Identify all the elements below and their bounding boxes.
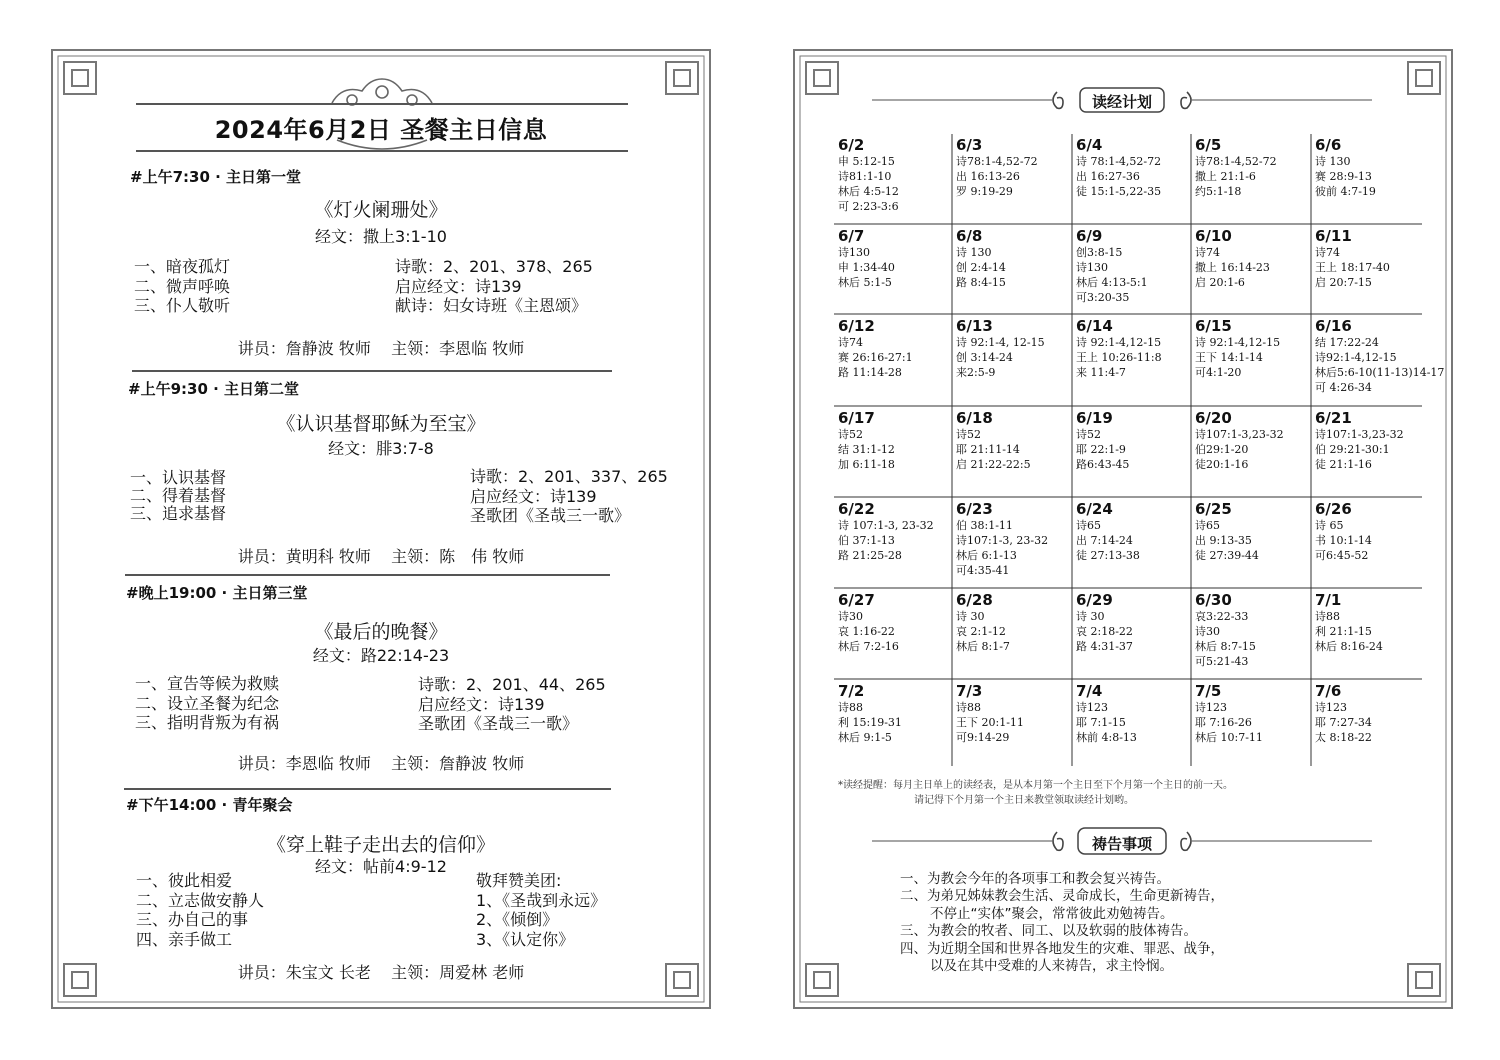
reading-reference: 诗52 <box>1076 428 1101 441</box>
reading-reference: 申 5:12-15 <box>838 155 895 168</box>
service-2-header: #上午9:30 · 主日第二堂 <box>128 380 300 398</box>
reading-date: 6/7 <box>838 227 865 245</box>
reading-reference: 诗130 <box>838 246 870 259</box>
reading-reference: 徒20:1-16 <box>1195 458 1249 471</box>
reading-reference: 来 11:4-7 <box>1076 366 1126 379</box>
outline-point: 一、暗夜孤灯 <box>134 257 231 276</box>
outline-point: 二、设立圣餐为纪念 <box>135 693 280 713</box>
reading-date: 6/2 <box>838 136 865 154</box>
reading-reference: 赛 26:16-27:1 <box>838 351 913 364</box>
reading-reference: 王上 18:17-40 <box>1315 261 1390 274</box>
reading-reference: 诗 92:1-4,12-15 <box>1076 336 1162 349</box>
music-line: 诗歌：2、201、378、265 <box>395 257 593 276</box>
reading-date: 6/13 <box>956 317 993 335</box>
outline-point: 一、彼此相爱 <box>136 871 233 890</box>
reading-plan-cell <box>838 409 895 472</box>
reading-reference: 可4:35-41 <box>956 564 1010 577</box>
reading-date: 7/4 <box>1076 682 1103 700</box>
reading-reference: 林后 6:1-13 <box>956 549 1017 562</box>
divider <box>132 370 612 372</box>
service-1-points <box>134 257 230 316</box>
reading-plan-cell <box>1076 136 1161 199</box>
reading-date: 6/18 <box>956 409 993 427</box>
reading-reference: 利 21:1-15 <box>1315 625 1372 638</box>
reading-date: 6/20 <box>1195 409 1232 427</box>
outline-point: 四、亲手做工 <box>136 929 233 949</box>
service-3-scripture: 经文：路22:14-23 <box>312 646 450 665</box>
reading-plan-cell <box>1076 227 1148 305</box>
reading-reference: 可6:45-52 <box>1315 549 1369 562</box>
music-line: 启应经文：诗139 <box>418 694 545 714</box>
right-page <box>792 48 1454 1010</box>
reading-reference: 诗130 <box>1076 261 1108 274</box>
reading-reference: 林前 4:8-13 <box>1076 731 1137 744</box>
reading-date: 6/4 <box>1076 136 1103 154</box>
outline-point: 三、追求基督 <box>130 504 227 523</box>
outline-point: 二、得着基督 <box>130 486 227 505</box>
reading-reference: 诗74 <box>1195 246 1220 259</box>
reading-reference: 可3:20-35 <box>1076 291 1130 304</box>
reading-reference: 诗 130 <box>1315 155 1351 168</box>
reading-reference: 创 2:4-14 <box>956 261 1006 274</box>
reading-reference: 书 10:1-14 <box>1315 534 1372 547</box>
music-line: 启应经文：诗139 <box>395 276 522 296</box>
reading-reference: 林后 4:13-5:1 <box>1076 276 1148 289</box>
reading-reference: 彼前 4:7-19 <box>1315 185 1376 198</box>
reading-reference: 诗123 <box>1195 701 1227 714</box>
reading-reference: 申 1:34-40 <box>838 261 895 274</box>
prayer-item: 三、为教会的牧者、同工、以及软弱的肢体祷告。 <box>900 923 1197 940</box>
reading-date: 6/17 <box>838 409 875 427</box>
reading-date: 6/16 <box>1315 317 1352 335</box>
reading-plan-cell <box>1076 500 1140 563</box>
service-3-sermon-title: 《最后的晚餐》 <box>314 621 448 643</box>
reading-date: 6/21 <box>1315 409 1352 427</box>
reading-reference: 耶 22:1-9 <box>1076 443 1126 456</box>
reading-date: 7/1 <box>1315 591 1342 609</box>
outline-point: 一、认识基督 <box>130 468 227 487</box>
service-4-sermon-title: 《穿上鞋子走出去的信仰》 <box>266 834 495 856</box>
reading-reference: 哀 1:16-22 <box>838 625 895 638</box>
reading-date: 6/29 <box>1076 591 1113 609</box>
music-line: 圣歌团《圣哉三一歌》 <box>418 714 579 733</box>
reading-plan-cell <box>1076 682 1137 745</box>
reading-plan-cell <box>1195 500 1259 563</box>
reading-reference: 耶 21:11-14 <box>956 443 1020 456</box>
reading-date: 6/25 <box>1195 500 1232 518</box>
reading-reference: 结 17:22-24 <box>1315 336 1379 349</box>
service-4-speakers: 讲员：朱宝文 长老 主领：周爱林 老师 <box>237 963 525 982</box>
music-line: 献诗：妇女诗班《主恩颂》 <box>395 296 588 315</box>
reading-plan-cell <box>1195 227 1270 290</box>
reading-plan-cell <box>956 500 1048 578</box>
service-3-music <box>418 675 606 734</box>
reading-date: 6/19 <box>1076 409 1113 427</box>
reading-reference: 伯 37:1-13 <box>838 534 895 547</box>
reading-reference: 徒 15:1-5,22-35 <box>1076 185 1162 198</box>
reading-reference: 林后 5:1-5 <box>838 276 892 289</box>
reading-reference: 太 8:18-22 <box>1315 731 1372 744</box>
reading-reference: 来2:5-9 <box>956 366 996 379</box>
reading-reference: 林后 9:1-5 <box>838 731 892 744</box>
outline-point: 二、立志做安静人 <box>136 890 265 910</box>
service-1-music <box>395 257 593 316</box>
prayer-item: 二、为弟兄姊妹教会生活、灵命成长，生命更新祷告， <box>900 888 1224 905</box>
reading-plan-cell <box>1315 227 1390 290</box>
reading-reference: 诗88 <box>956 701 981 714</box>
reading-reference: 利 15:19-31 <box>838 716 902 729</box>
reading-reference: 出 9:13-35 <box>1195 534 1252 547</box>
reading-reference: 诗65 <box>1076 519 1101 532</box>
music-line: 2、《倾倒》 <box>476 910 559 929</box>
reading-plan-cell <box>1195 317 1280 380</box>
service-2-points <box>130 469 226 523</box>
reading-plan-cell <box>956 317 1045 380</box>
reading-reference: 伯 29:21-30:1 <box>1315 443 1390 456</box>
service-1-header: #上午7:30 · 主日第一堂 <box>130 168 302 186</box>
reading-plan-cell <box>1195 136 1277 199</box>
reading-reference: 诗 92:1-4, 12-15 <box>956 336 1045 349</box>
reading-reference: 诗107:1-3,23-32 <box>1315 428 1404 441</box>
reading-reference: 启 20:7-15 <box>1315 276 1372 289</box>
outline-point: 二、微声呼唤 <box>134 276 231 296</box>
reading-date: 7/3 <box>956 682 983 700</box>
reading-reference: 王下 14:1-14 <box>1195 351 1263 364</box>
reading-plan-cell <box>1315 500 1372 563</box>
reading-reference: 徒 27:39-44 <box>1195 549 1259 562</box>
reading-reference: 诗 130 <box>956 246 992 259</box>
service-4-music <box>476 871 606 949</box>
reading-plan-cell <box>956 682 1024 745</box>
reading-date: 6/28 <box>956 591 993 609</box>
reading-plan-cell <box>838 227 895 290</box>
music-line: 诗歌：2、201、337、265 <box>470 467 668 486</box>
reading-reference: 哀3:22-33 <box>1195 610 1249 623</box>
service-3-speakers: 讲员：李恩临 牧师 主领：詹静波 牧师 <box>237 754 525 773</box>
service-1-sermon-title: 《灯火阑珊处》 <box>314 199 448 221</box>
reading-plan-cell <box>956 591 1010 654</box>
reading-reference: 路 11:14-28 <box>838 366 902 379</box>
reading-date: 6/26 <box>1315 500 1352 518</box>
reading-plan-cell <box>1315 591 1383 654</box>
reading-reference: 诗107:1-3,23-32 <box>1195 428 1284 441</box>
reading-date: 6/5 <box>1195 136 1222 154</box>
service-4-scripture: 经文：帖前4:9-12 <box>315 857 447 876</box>
reading-plan-cell <box>1076 591 1133 654</box>
reading-plan-cell <box>956 227 1006 290</box>
reading-plan-cell <box>1195 591 1256 669</box>
reading-date: 6/11 <box>1315 227 1352 245</box>
reading-reference: 诗78:1-4,52-72 <box>1195 155 1277 168</box>
reading-reference: 耶 7:27-34 <box>1315 716 1372 729</box>
reading-date: 6/3 <box>956 136 983 154</box>
reading-reference: 徒 27:13-38 <box>1076 549 1140 562</box>
reading-plan-cell <box>1195 409 1284 472</box>
reading-reference: 诗 92:1-4,12-15 <box>1195 336 1281 349</box>
reading-plan-cell <box>838 136 899 214</box>
reading-reference: 出 16:13-26 <box>956 170 1020 183</box>
reading-reference: 可 4:26-34 <box>1315 381 1372 394</box>
reading-plan-cell <box>1315 682 1372 745</box>
prayer-title: 祷告事项 <box>1091 835 1152 853</box>
reading-reference: 诗123 <box>1076 701 1108 714</box>
reading-reference: 诗 107:1-3, 23-32 <box>838 519 934 532</box>
reading-reference: 诗65 <box>1195 519 1220 532</box>
prayer-item: 四、为近期全国和世界各地发生的灾难、罪恶、战争， <box>900 940 1224 957</box>
reading-reference: 林后 8:1-7 <box>956 640 1010 653</box>
service-3-header: #晚上19:00 · 主日第三堂 <box>126 584 308 602</box>
reading-reference: 诗107:1-3, 23-32 <box>956 534 1049 547</box>
service-2-scripture: 经文：腓3:7-8 <box>328 439 434 458</box>
reading-reference: 诗78:1-4,52-72 <box>956 155 1038 168</box>
outline-point: 三、仆人敬听 <box>134 296 231 315</box>
reading-reference: 耶 7:16-26 <box>1195 716 1252 729</box>
reading-plan-cell <box>1315 409 1404 472</box>
reading-reference: 哀 2:1-12 <box>956 625 1006 638</box>
reading-reference: 诗52 <box>838 428 863 441</box>
reading-reference: 诗52 <box>956 428 981 441</box>
left-page <box>50 48 712 1010</box>
music-line: 1、《圣哉到永远》 <box>476 890 607 910</box>
reading-date: 6/12 <box>838 317 875 335</box>
reading-plan-cell <box>1195 682 1263 745</box>
reading-plan-cell <box>838 591 899 654</box>
service-2-sermon-title: 《认识基督耶稣为至宝》 <box>276 413 486 435</box>
reading-reference: 林后5:6-10(11-13)14-17 <box>1315 366 1445 379</box>
reading-date: 6/9 <box>1076 227 1103 245</box>
reading-reference: 可 2:23-3:6 <box>838 200 899 213</box>
reading-reference: 约5:1-18 <box>1195 185 1242 198</box>
reading-reference: 王下 20:1-11 <box>956 716 1024 729</box>
prayer-item-continued: 不停止“实体”聚会，常常彼此劝勉祷告。 <box>930 905 1174 922</box>
reading-plan-cell <box>956 409 1031 472</box>
reading-plan-title: 读经计划 <box>1091 93 1152 111</box>
reading-reference: 诗74 <box>1315 246 1340 259</box>
reading-reference: 创 3:14-24 <box>956 351 1013 364</box>
music-line: 圣歌团《圣哉三一歌》 <box>470 506 631 525</box>
reading-note-line-1: *读经提醒：每月主日单上的读经表，是从本月第一个主日至下个月第一个主日的前一天。 <box>838 780 1233 791</box>
outline-point: 三、办自己的事 <box>136 910 249 929</box>
reading-plan-cell <box>1315 136 1376 199</box>
reading-plan-cell <box>1076 409 1129 472</box>
divider <box>124 788 611 790</box>
reading-reference: 赛 28:9-13 <box>1315 170 1372 183</box>
reading-reference: 诗 30 <box>956 610 985 623</box>
reading-reference: 加 6:11-18 <box>838 458 895 471</box>
reading-reference: 徒 21:1-16 <box>1315 458 1372 471</box>
reading-reference: 诗30 <box>1195 625 1220 638</box>
reading-reference: 出 7:14-24 <box>1076 534 1133 547</box>
service-2-music <box>470 467 668 526</box>
reading-reference: 可4:1-20 <box>1195 366 1242 379</box>
reading-date: 6/14 <box>1076 317 1113 335</box>
reading-date: 6/27 <box>838 591 875 609</box>
outline-point: 一、宣告等候为救赎 <box>135 674 280 693</box>
reading-reference: 诗81:1-10 <box>838 170 892 183</box>
reading-plan-cell <box>956 136 1038 199</box>
reading-date: 7/6 <box>1315 682 1342 700</box>
service-1-scripture: 经文：撒上3:1-10 <box>315 227 447 246</box>
reading-reference: 诗123 <box>1315 701 1347 714</box>
reading-reference: 伯 38:1-11 <box>956 519 1013 532</box>
reading-reference: 诗92:1-4,12-15 <box>1315 351 1397 364</box>
music-line: 启应经文：诗139 <box>470 486 597 506</box>
service-4-points <box>136 871 264 949</box>
reading-plan-cell <box>838 500 934 563</box>
reading-reference: 诗30 <box>838 610 863 623</box>
reading-date: 6/8 <box>956 227 983 245</box>
reading-reference: 诗 30 <box>1076 610 1105 623</box>
reading-reference: 诗88 <box>1315 610 1340 623</box>
reading-reference: 诗74 <box>838 336 863 349</box>
reading-date: 6/30 <box>1195 591 1232 609</box>
reading-plan-cell <box>1076 317 1162 380</box>
reading-date: 6/23 <box>956 500 993 518</box>
reading-reference: 林后 8:16-24 <box>1315 640 1383 653</box>
reading-plan-cell <box>1315 317 1444 395</box>
reading-reference: 路 21:25-28 <box>838 549 902 562</box>
prayer-item: 一、为教会今年的各项事工和教会复兴祷告。 <box>900 871 1170 887</box>
reading-reference: 撒上 16:14-23 <box>1195 261 1270 274</box>
reading-reference: 诗 65 <box>1315 519 1344 532</box>
reading-date: 6/10 <box>1195 227 1232 245</box>
reading-reference: 路 4:31-37 <box>1076 640 1133 653</box>
reading-reference: 创3:8-15 <box>1076 246 1123 259</box>
reading-date: 6/6 <box>1315 136 1342 154</box>
music-line: 诗歌：2、201、44、265 <box>418 675 606 694</box>
prayer-list <box>900 871 1224 975</box>
reading-reference: 启 20:1-6 <box>1195 276 1245 289</box>
reading-plan-cell <box>838 317 913 380</box>
music-line: 敬拜赞美团: <box>476 871 562 890</box>
prayer-item-continued: 以及在其中受难的人来祷告，求主怜悯。 <box>930 958 1173 975</box>
reading-reference: 启 21:22-22:5 <box>956 458 1031 471</box>
reading-reference: 诗 78:1-4,52-72 <box>1076 155 1162 168</box>
reading-reference: 可9:14-29 <box>956 731 1010 744</box>
reading-date: 7/2 <box>838 682 865 700</box>
reading-reference: 可5:21-43 <box>1195 655 1249 668</box>
divider <box>125 574 610 576</box>
reading-reference: 林后 7:2-16 <box>838 640 899 653</box>
reading-date: 6/22 <box>838 500 875 518</box>
reading-reference: 诗88 <box>838 701 863 714</box>
reading-date: 6/24 <box>1076 500 1113 518</box>
reading-reference: 林后 8:7-15 <box>1195 640 1256 653</box>
reading-date: 6/15 <box>1195 317 1232 335</box>
reading-reference: 撒上 21:1-6 <box>1195 170 1256 183</box>
service-4-header: #下午14:00 · 青年聚会 <box>126 796 293 814</box>
reading-reference: 哀 2:18-22 <box>1076 625 1133 638</box>
music-line: 3、《认定你》 <box>476 929 575 949</box>
reading-reference: 路 8:4-15 <box>956 276 1006 289</box>
reading-reference: 林后 10:7-11 <box>1195 731 1263 744</box>
reading-reference: 耶 7:1-15 <box>1076 716 1126 729</box>
reading-reference: 王上 10:26-11:8 <box>1076 351 1162 364</box>
service-1-speakers: 讲员：詹静波 牧师 主领：李恩临 牧师 <box>237 339 525 358</box>
service-3-points <box>135 674 279 733</box>
reading-reference: 伯29:1-20 <box>1195 443 1249 456</box>
reading-reference: 出 16:27-36 <box>1076 170 1140 183</box>
reading-note-line-2: 请记得下个月第一个主日来教堂领取读经计划哟。 <box>914 795 1134 806</box>
reading-reference: 结 31:1-12 <box>838 443 895 456</box>
reading-reference: 罗 9:19-29 <box>956 185 1013 198</box>
reading-date: 7/5 <box>1195 682 1222 700</box>
reading-reference: 林后 4:5-12 <box>838 185 899 198</box>
reading-plan-cell <box>838 682 902 745</box>
service-2-speakers: 讲员：黄明科 牧师 主领：陈 伟 牧师 <box>237 547 525 566</box>
page-title: 2024年6月2日 圣餐主日信息 <box>214 116 548 144</box>
outline-point: 三、指明背叛为有祸 <box>135 713 280 732</box>
reading-reference: 路6:43-45 <box>1076 458 1130 471</box>
